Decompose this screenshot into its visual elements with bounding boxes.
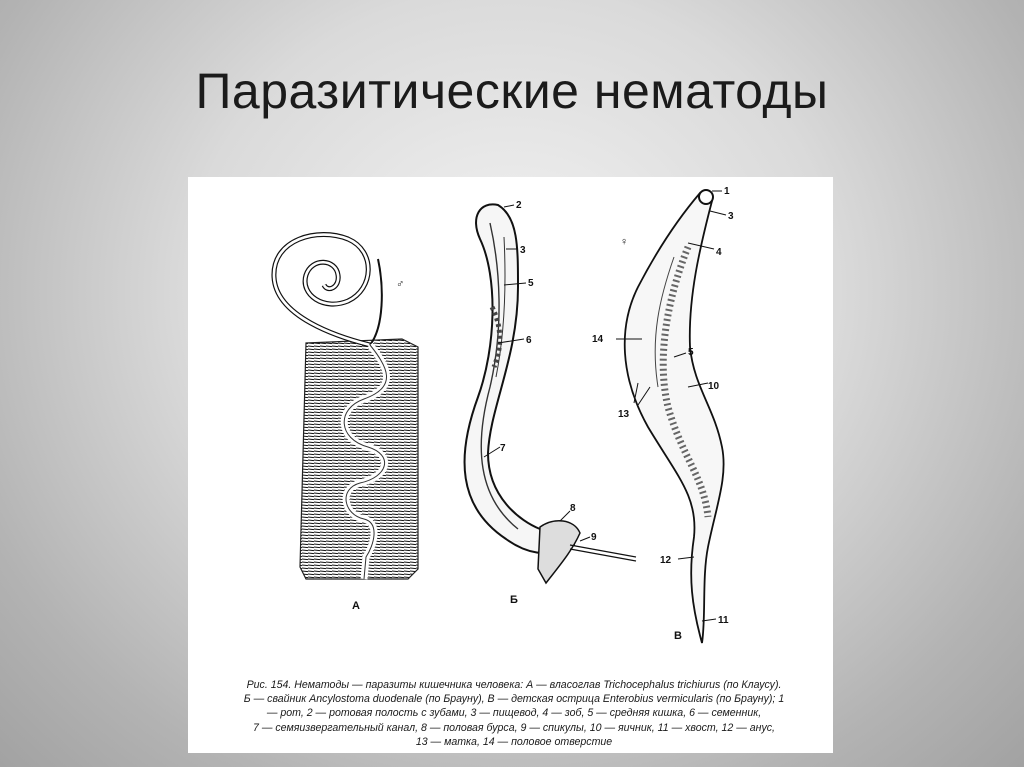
nematode-illustration xyxy=(188,177,833,753)
label-v-5: 5 xyxy=(688,347,694,358)
panel-v-drawing xyxy=(592,186,734,643)
label-v-11: 11 xyxy=(718,615,729,626)
label-b-2: 2 xyxy=(516,200,522,211)
caption-line: Рис. 154. Нематоды — паразиты кишечника человека: А — власоглав Trichocephalus trichiurus (по Клаусу). xyxy=(246,679,782,691)
label-b-9: 9 xyxy=(591,532,597,543)
caption-line: Б — свайник Ancylostoma duodenale (по Брауну), В — детская острица Enterobius vermicularis (по Брауну); 1 xyxy=(243,693,785,706)
panel-b-drawing xyxy=(465,200,636,606)
caption-line: 7 — семяизвергательный канал, 8 — половая бурса, 9 — спикулы, 10 — яичник, 11 — хвост, 12 — анус, xyxy=(253,721,775,734)
male-symbol-a: ♂ xyxy=(396,278,405,290)
label-v-1: 1 xyxy=(724,186,730,197)
nematode-figure xyxy=(188,177,833,753)
panel-label-a: А xyxy=(352,600,360,612)
female-symbol-v: ♀ xyxy=(620,236,629,248)
label-v-3: 3 xyxy=(728,211,734,222)
slide-title: Паразитические нематоды xyxy=(195,63,829,119)
label-v-4: 4 xyxy=(716,247,722,258)
caption-line: — рот, 2 — ротовая полость с зубами, 3 — пищевод, 4 — зоб, 5 — средняя кишка, 6 — семенник, xyxy=(266,707,762,720)
panel-a-drawing xyxy=(274,235,418,612)
label-b-7: 7 xyxy=(500,443,506,454)
label-v-14: 14 xyxy=(592,334,604,345)
label-b-6: 6 xyxy=(526,335,532,346)
figure-caption xyxy=(200,678,828,749)
caption-line: 13 — матка, 14 — половое отверстие xyxy=(415,735,613,748)
label-b-3: 3 xyxy=(520,245,526,256)
label-v-10: 10 xyxy=(708,381,720,392)
label-v-12: 12 xyxy=(660,555,672,566)
label-v-13: 13 xyxy=(618,409,630,420)
panel-label-b: Б xyxy=(510,594,518,606)
panel-label-v: В xyxy=(674,630,682,642)
label-b-8: 8 xyxy=(570,503,576,514)
label-b-5: 5 xyxy=(528,278,534,289)
